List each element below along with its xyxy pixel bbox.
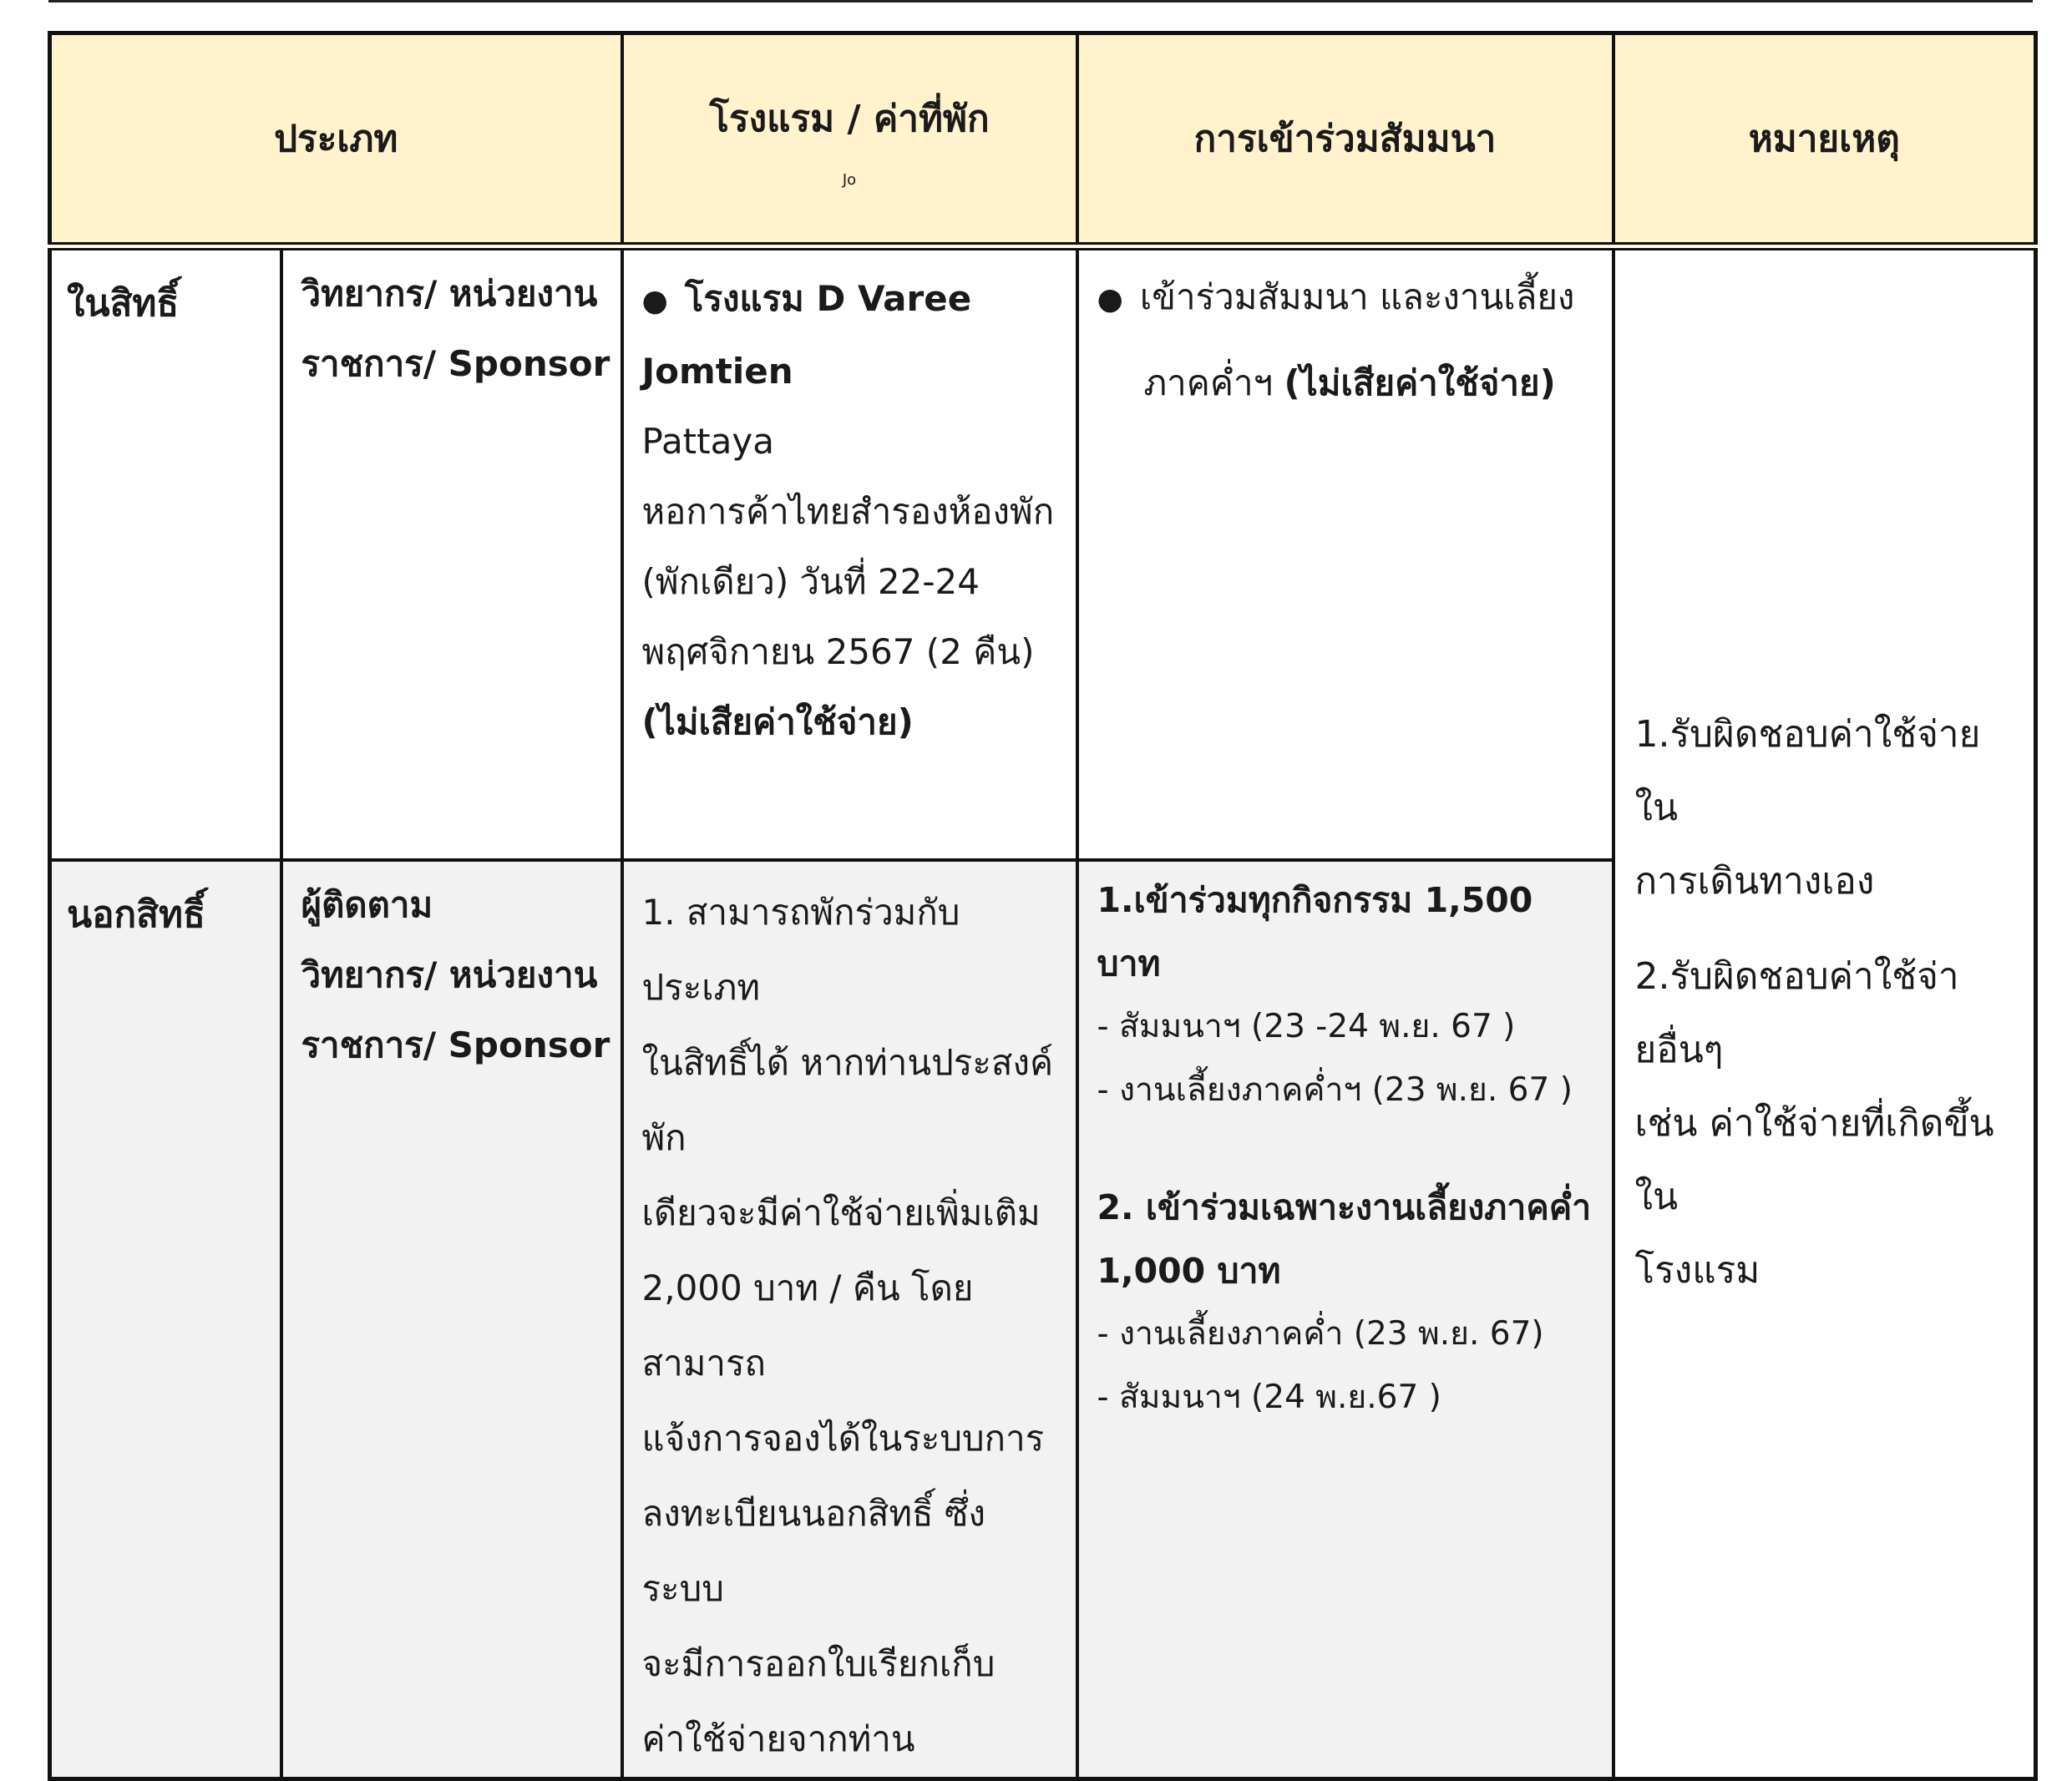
header-seminar: การเข้าร่วมสัมมนา [1077,33,1614,247]
rates-table [48,31,2038,1781]
row2-who-line: ผู้ติดตาม [301,884,433,925]
note-line: 2.รับผิดชอบค่าใช้จ่ายอื่นๆ [1634,955,1959,1071]
row1-hotel-free: (ไม่เสียค่าใช้จ่าย) [641,701,914,742]
header-hotel-sub: Jo [842,170,857,189]
notes-cell [1614,246,2036,1779]
row2-seminar [1077,860,1614,1779]
note-1 [1635,698,2023,918]
row1-hotel-line: โรงแรม D Varee Jomtien [641,278,972,392]
row1-seminar-text: เข้าร่วมสัมมนา และงานเลี้ยง [1139,276,1575,317]
bullet-icon: ● [641,284,668,318]
row1-hotel [622,246,1077,860]
row1-who-line: วิทยากร/ หน่วยงาน [301,273,598,314]
note-line: เช่น ค่าใช้จ่ายที่เกิดขึ้นใน [1634,1102,1994,1218]
row1-who-line: ราชการ/ Sponsor [301,343,610,384]
row2-category: นอกสิทธิ์ [50,860,281,1779]
row2-hotel-line: ในสิทธิ์ได้ หากท่านประสงค์พัก [641,1042,1054,1158]
row1-hotel-line: (พักเดียว) วันที่ 22-24 [641,561,980,602]
row1-hotel-line: Pattaya [641,421,774,462]
header-row [50,33,2036,247]
option2-title: 2. เข้าร่วมเฉพาะงานเลี้ยงภาคค่ำ [1097,1187,1592,1227]
row2-who-line: ราชการ/ Sponsor [301,1025,610,1065]
row1-hotel-name [642,264,1064,407]
row2-hotel-line: แจ้งการจองได้ในระบบการ [641,1418,1045,1459]
row2-hotel-line: เดียวจะมีค่าใช้จ่ายเพิ่มเติม [641,1192,1041,1233]
option1-title: 1.เข้าร่วมทุกกิจกรรม 1,500 บาท [1097,880,1533,984]
row2-who-line: วิทยากร/ หน่วยงาน [301,954,598,995]
row1-hotel-line: พฤศจิกายน 2567 (2 คืน) [641,631,1035,672]
option2-price: 1,000 บาท [1097,1251,1281,1291]
header-type: ประเภท [50,33,622,247]
option2-item: - งานเลี้ยงภาคค่ำ (23 พ.ย. 67) [1097,1315,1544,1353]
option2-item: - สัมมนาฯ (24 พ.ย.67 ) [1097,1379,1441,1416]
note-line: การเดินทางเอง [1634,860,1875,903]
note-2 [1635,940,2023,1308]
note-line: 1.รับผิดชอบค่าใช้จ่ายใน [1634,713,1981,829]
top-rule [48,0,2033,3]
row2-hotel-line: จะมีการออกใบเรียกเก็บ [641,1643,995,1684]
row2-who [281,860,622,1779]
row2-hotel [622,860,1077,1779]
row1-seminar-text: ภาคค่ำฯ [1143,362,1284,403]
option1-item: - งานเลี้ยงภาคค่ำฯ (23 พ.ย. 67 ) [1097,1071,1573,1109]
header-hotel-label: โรงแรม / ค่าที่พัก [709,97,990,140]
row1-who [281,246,622,860]
row1-hotel-line: หอการค้าไทยสำรองห้องพัก [641,491,1055,532]
row1-seminar [1077,246,1614,860]
row1-seminar-free: (ไม่เสียค่าใช้จ่าย) [1284,362,1556,403]
bullet-icon: ● [1097,282,1123,316]
row1-seminar-line [1097,342,1603,425]
row2-hotel-line: 1. สามารถพักร่วมกับประเภท [641,892,960,1008]
option1-item: - สัมมนาฯ (23 -24 พ.ย. 67 ) [1097,1008,1516,1045]
row1-category: ในสิทธิ์ [50,246,281,860]
row2-hotel-line: 2,000 บาท / คืน โดยสามารถ [641,1267,974,1384]
row2-hotel-line: ลงทะเบียนนอกสิทธิ์ ซึ่งระบบ [641,1493,986,1609]
table-row [50,246,2036,860]
header-note: หมายเหตุ [1614,33,2036,247]
row1-seminar-line [1097,256,1603,342]
row2-hotel-line: ค่าใช้จ่ายจากท่าน [641,1718,915,1759]
header-hotel [622,33,1077,247]
spacer [1097,1122,1603,1176]
note-line: โรงแรม [1634,1249,1760,1292]
